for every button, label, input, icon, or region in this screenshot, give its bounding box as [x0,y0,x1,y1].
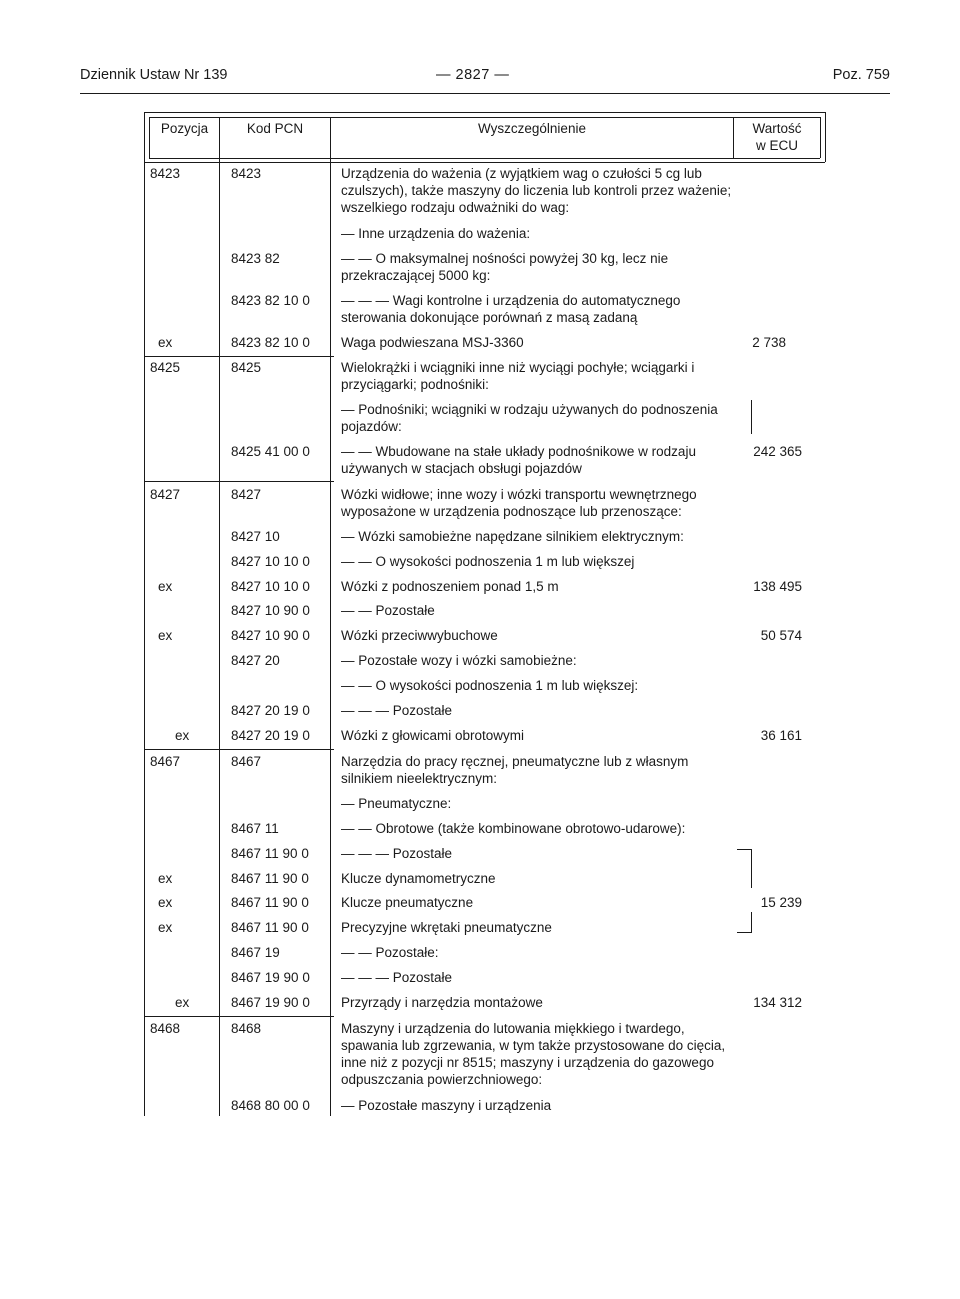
row-kod: 8468 80 00 0 [231,1098,310,1113]
row-kod: 8467 11 90 0 [231,920,309,935]
row-kod: 8427 [231,487,262,502]
group-rule [144,1016,334,1017]
row-kod: 8467 11 [231,821,279,836]
row-value: 2 738 [752,335,786,350]
col-header-opis: Wyszczególnienie [478,121,586,136]
row-desc: — Inne urządzenia do ważenia: [341,226,531,241]
row-pos: ex [158,871,173,886]
row-kod: 8425 [231,360,262,375]
row-pos: 8468 [150,1021,181,1036]
table-header-rule-inner [149,158,820,159]
row-value: 36 161 [760,728,802,743]
row-kod: 8425 41 00 0 [231,444,310,459]
row-kod: 8423 [231,166,262,181]
row-value: 15 239 [760,895,802,910]
row-desc: — — O wysokości podnoszenia 1 m lub większej: [341,678,639,693]
row-value: 50 574 [760,628,802,643]
row-desc: Narzędzia do pracy ręcznej, pneumatyczne lub z własnym silnikiem nieelektrycznym: [341,754,689,786]
row-desc: Klucze dynamometryczne [341,871,496,886]
col-separator-2 [330,117,331,1116]
row-desc: Urządzenia do ważenia (z wyjątkiem wag o czułości 5 cg lub czulszych), także maszyny do liczenia lub kontroli przez ważenie; wszelkiego rodzaju odważniki do wag: [341,166,732,215]
row-desc: Precyzyjne wkrętaki pneumatyczne [341,920,552,935]
row-desc: — — — Pozostałe [341,970,453,985]
page-number: — 2827 — [436,67,510,83]
row-desc: Wózki przeciwwybuchowe [341,628,498,643]
row-desc: — — — Pozostałe [341,703,453,718]
group-rule [144,356,334,357]
value-group-brace-bottom [737,912,752,933]
table-border-left-outer [144,112,145,1116]
row-desc: Wózki widłowe; inne wozy i wózki transportu wewnętrznego wyposażone w urządzenia podnoszące lub przenoszące: [341,487,697,519]
row-pos: 8425 [150,360,181,375]
row-desc: Waga podwieszana MSJ-3360 [341,335,524,350]
row-kod: 8423 82 10 0 [231,335,310,350]
table-border-right-outer [825,112,826,162]
row-desc: — — Obrotowe (także kombinowane obrotowo-udarowe): [341,821,686,836]
col-header-wartosc-line2: w ECU [755,138,798,153]
row-kod: 8427 20 19 0 [231,703,310,718]
row-pos: ex [158,920,173,935]
row-kod: 8423 82 10 0 [231,293,310,308]
row-kod: 8427 20 19 0 [231,728,310,743]
table-border-top-outer [144,112,825,113]
value-group-brace-top [737,849,752,888]
col-header-kod: Kod PCN [246,121,304,136]
row-value: 134 312 [753,995,802,1010]
row-pos: 8423 [150,166,181,181]
row-pos: 8467 [150,754,181,769]
row-pos: ex [158,579,173,594]
row-kod: 8467 19 90 0 [231,970,310,985]
row-kod: 8467 [231,754,262,769]
row-kod: 8467 19 90 0 [231,995,310,1010]
col-header-wartosc [734,120,820,154]
row-kod: 8423 82 [231,251,280,266]
row-kod: 8427 10 [231,529,280,544]
row-desc: — — Pozostałe: [341,945,439,960]
row-desc: — Wózki samobieżne napędzane silnikiem elektrycznym: [341,529,684,544]
row-desc: — — Wbudowane na stałe układy podnośnikowe w rodzaju używanych w stacjach obsługi pojazdów [341,444,696,476]
table-header-rule-outer [144,162,825,163]
col-header-wartosc-line1: Wartość [752,121,802,136]
position-number: Poz. 759 [832,67,890,83]
col-separator-3-body [751,400,752,434]
table-border-right-inner [820,117,821,158]
row-kod: 8467 19 [231,945,280,960]
row-desc: Przyrządy i narzędzia montażowe [341,995,543,1010]
row-desc: — — O maksymalnej nośności powyżej 30 kg, lecz nie przekraczającej 5000 kg: [341,251,669,283]
row-kod: 8467 11 90 0 [231,895,309,910]
row-desc: — — Pozostałe [341,603,435,618]
row-desc: — — — Pozostałe [341,846,453,861]
group-rule [144,749,334,750]
row-pos: ex [158,628,173,643]
row-pos: ex [158,335,173,350]
row-desc: — Pneumatyczne: [341,796,452,811]
row-desc: Maszyny i urządzenia do lutowania miękkiego i twardego, spawania lub zgrzewania, w tym także przystosowane do cięcia, inne niż z pozycji nr 8515; maszyny i urządzenia do gazowego odpuszczania powierzchniowego: [341,1021,726,1087]
row-desc: — — — Wagi kontrolne i urządzenia do automatycznego sterowania dokonujące porównań z masą zadaną [341,293,681,325]
row-desc: Wózki z głowicami obrotowymi [341,728,525,743]
row-kod: 8427 10 10 0 [231,579,310,594]
row-desc: Wózki z podnoszeniem ponad 1,5 m [341,579,559,594]
row-kod: 8427 10 90 0 [231,603,310,618]
row-pos: ex [175,995,190,1010]
row-desc: Klucze pneumatyczne [341,895,474,910]
row-value: 138 495 [753,579,802,594]
col-separator-1 [219,117,220,1116]
row-desc: — Pozostałe maszyny i urządzenia [341,1098,552,1113]
row-kod: 8427 20 [231,653,280,668]
row-kod: 8427 10 10 0 [231,554,310,569]
row-pos: ex [158,895,173,910]
row-desc: — Podnośniki; wciągniki w rodzaju używanych do podnoszenia pojazdów: [341,402,718,434]
row-desc: Wielokrążki i wciągniki inne niż wyciągi pochyłe; wciągarki i przyciągarki; podnośniki: [341,360,695,392]
row-pos: 8427 [150,487,181,502]
col-header-pozycja: Pozycja [160,121,209,136]
table-border-top-inner [149,117,820,118]
row-kod: 8427 10 90 0 [231,628,310,643]
row-value: 242 365 [753,444,802,459]
row-kod: 8467 11 90 0 [231,871,309,886]
row-desc: — — O wysokości podnoszenia 1 m lub większej [341,554,635,569]
row-pos: ex [175,728,190,743]
row-kod: 8467 11 90 0 [231,846,309,861]
row-desc: — Pozostałe wozy i wózki samobieżne: [341,653,577,668]
journal-title: Dziennik Ustaw Nr 139 [80,67,228,83]
row-kod: 8468 [231,1021,262,1036]
group-rule [144,481,334,482]
